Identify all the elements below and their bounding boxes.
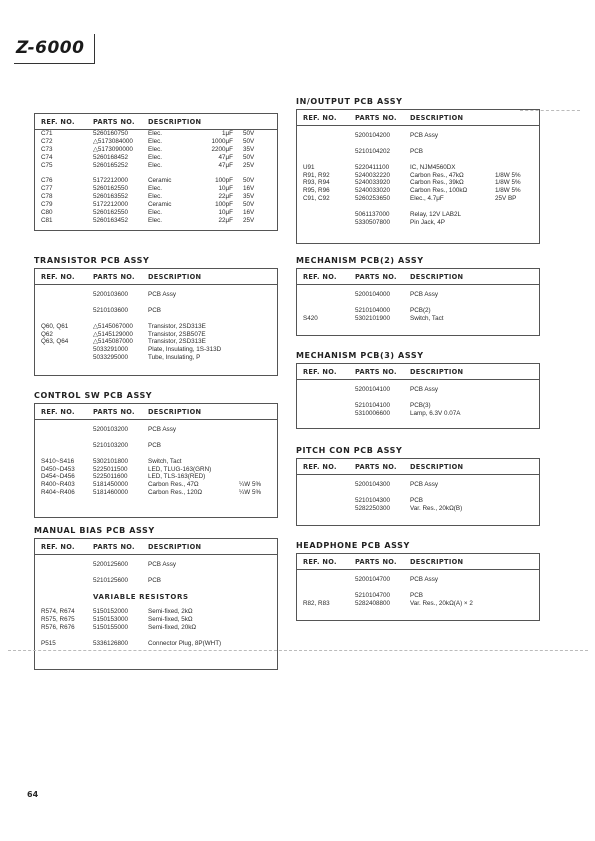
column-header-parts: PARTS NO. — [93, 118, 135, 126]
model-underline — [14, 63, 95, 64]
column-header-desc: DESCRIPTION — [410, 114, 464, 122]
cell-parts: 5172212000 — [93, 177, 129, 185]
table-row — [297, 402, 539, 410]
parts-table — [296, 109, 540, 244]
table-header — [297, 110, 539, 126]
cell-desc: Switch, Tact — [410, 314, 444, 322]
cell-parts: 5200104300 — [355, 481, 391, 488]
cell-type: Elec. — [148, 145, 162, 153]
cell-ref: R575, R675 — [41, 616, 75, 624]
cell-parts: 5225011600 — [93, 473, 128, 481]
table-row — [35, 426, 277, 434]
page-number: 64 — [27, 790, 39, 799]
column-header-ref: REF. NO. — [41, 118, 75, 126]
table-row — [297, 219, 539, 227]
table-row — [297, 148, 539, 156]
column-header-desc: DESCRIPTION — [148, 543, 202, 551]
section-title: HEADPHONE PCB ASSY — [296, 541, 410, 550]
cell-value: 10μF — [218, 209, 233, 216]
column-header-parts: PARTS NO. — [93, 543, 135, 551]
cell-parts: 5260253650 — [355, 195, 391, 203]
cell-parts: 5210104000 — [355, 306, 391, 314]
table-row — [297, 140, 539, 148]
cell-parts: 5033295000 — [93, 354, 129, 362]
table-row — [35, 473, 277, 481]
cell-parts: 5282250300 — [355, 504, 391, 512]
cell-parts: 5210125600 — [93, 576, 129, 584]
cell-type: Elec. — [148, 209, 162, 216]
cell-rating: 50V — [243, 201, 255, 209]
table-row — [297, 195, 539, 203]
cell-desc: PCB Assy — [148, 291, 176, 298]
table-row — [35, 640, 277, 648]
cell-parts: △5145067000 — [93, 322, 133, 330]
cell-type: Elec. — [148, 153, 162, 161]
cell-desc: PCB Assy — [148, 426, 176, 433]
cell-type: Elec. — [148, 161, 162, 169]
table-row — [297, 481, 539, 489]
cell-desc: Transistor, 2SD313E — [148, 322, 206, 330]
column-header-desc: DESCRIPTION — [410, 273, 464, 281]
cell-value: 1000μF — [211, 137, 233, 145]
cell-rating: 16V — [243, 185, 255, 193]
cell-ref: Q60, Q61 — [41, 322, 69, 330]
column-header-ref: REF. NO. — [303, 558, 337, 566]
cell-ref: C81 — [41, 216, 53, 224]
cell-type: Ceramic — [148, 177, 172, 185]
cell-rating: 50V — [243, 177, 255, 185]
parts-table — [296, 268, 540, 336]
model-name: Z-6000 — [16, 38, 85, 58]
column-header-desc: DESCRIPTION — [148, 273, 202, 281]
cell-desc: Transistor, 2SD313E — [148, 338, 206, 346]
cell-parts: 5210104100 — [355, 401, 391, 409]
cell-ref: C71 — [41, 130, 53, 137]
cell-rating: 35V — [243, 193, 255, 201]
cell-type: Elec. — [148, 185, 162, 193]
table-row — [35, 331, 277, 339]
table-row — [35, 561, 277, 569]
table-row — [35, 299, 277, 307]
cell-extra: 1/8W 5% — [495, 187, 521, 195]
cell-parts: 5150153000 — [93, 616, 129, 624]
cell-parts: 5260168452 — [93, 153, 129, 161]
table-row — [35, 138, 277, 146]
cell-desc: Carbon Res., 47Ω — [148, 481, 199, 489]
cell-parts: 5260162550 — [93, 185, 129, 193]
cell-parts: 5260160750 — [93, 130, 129, 137]
cell-desc: Lamp, 6.3V 0.07A — [410, 409, 461, 417]
table-row — [35, 569, 277, 577]
table-row — [297, 307, 539, 315]
table-row — [35, 209, 277, 217]
table-row — [297, 299, 539, 307]
cell-parts: 5210104202 — [355, 147, 391, 155]
table-row — [35, 170, 277, 178]
table-row — [35, 354, 277, 362]
cell-desc: Pin Jack, 4P — [410, 218, 445, 226]
cell-type: Elec. — [148, 130, 162, 137]
cell-parts: 5061137000 — [355, 211, 390, 218]
cell-ref: R91, R92 — [303, 171, 330, 179]
table-row — [35, 632, 277, 640]
table-row — [297, 211, 539, 219]
table-header — [297, 269, 539, 285]
cell-rating: 35V — [243, 145, 255, 153]
cell-ref: C79 — [41, 201, 53, 209]
cell-parts: 5310006600 — [355, 409, 391, 417]
cell-desc: Relay, 12V LAB2L — [410, 211, 461, 218]
cell-ref: C73 — [41, 145, 53, 153]
divider-line — [520, 110, 580, 111]
cell-parts: 5181450000 — [93, 481, 129, 489]
table-row — [35, 185, 277, 193]
section-title: MECHANISM PCB(2) ASSY — [296, 256, 424, 265]
table-row — [35, 458, 277, 466]
cell-desc: LED, TLS-163(RED) — [148, 473, 206, 481]
cell-parts: △5145129000 — [93, 330, 133, 338]
table-row — [297, 497, 539, 505]
table-row — [35, 146, 277, 154]
table-row — [297, 179, 539, 187]
column-header-parts: PARTS NO. — [355, 368, 397, 376]
table-row — [35, 130, 277, 138]
column-header-parts: PARTS NO. — [355, 558, 397, 566]
column-header-parts: PARTS NO. — [355, 273, 397, 281]
cell-desc: PCB Assy — [410, 386, 438, 393]
cell-parts: 5200103600 — [93, 291, 129, 298]
section-title: CONTROL SW PCB ASSY — [34, 391, 153, 400]
cell-ref: R404~R406 — [41, 489, 75, 497]
cell-parts: 5150152000 — [93, 608, 129, 616]
table-row — [35, 489, 277, 497]
table-row — [35, 193, 277, 201]
cell-desc: PCB(2) — [410, 306, 431, 314]
cell-rating: 50V — [243, 130, 255, 137]
cell-value: 2200μF — [211, 145, 233, 153]
cell-desc: PCB — [148, 441, 161, 449]
table-row — [297, 592, 539, 600]
table-row — [35, 338, 277, 346]
cell-ref: R93, R94 — [303, 179, 330, 187]
cell-parts: 5260163452 — [93, 216, 129, 224]
model-logo — [14, 34, 95, 64]
table-header — [35, 269, 277, 285]
table-row — [35, 315, 277, 323]
parts-table — [296, 458, 540, 526]
cell-desc: Plate, Insulating, 1S-313D — [148, 346, 222, 354]
cell-value: 22μF — [218, 216, 233, 224]
cell-type: Elec. — [148, 216, 162, 224]
table-row — [35, 608, 277, 616]
table-row — [297, 315, 539, 323]
cell-value: 100pF — [215, 201, 233, 209]
table-row — [35, 450, 277, 458]
table-row — [35, 291, 277, 299]
cell-parts: 5200104700 — [355, 576, 391, 583]
cell-rating: 50V — [243, 153, 255, 161]
cell-desc: Transistor, 2SB507E — [148, 330, 206, 338]
table-row — [297, 489, 539, 497]
cell-parts: 5336126800 — [93, 640, 129, 647]
cell-desc: Carbon Res., 100kΩ — [410, 187, 468, 195]
cell-desc: Semi-fixed, 2kΩ — [148, 608, 193, 616]
cell-desc: PCB — [410, 591, 423, 599]
cell-ref: D454~D456 — [41, 473, 75, 481]
cell-desc: PCB Assy — [410, 481, 438, 488]
table-row — [35, 201, 277, 209]
cell-extra: 1/8W 5% — [495, 179, 521, 187]
table-row — [297, 156, 539, 164]
cell-parts: 5200104100 — [355, 386, 391, 393]
cell-ref: R95, R96 — [303, 187, 330, 195]
column-header-parts: PARTS NO. — [355, 463, 397, 471]
cell-ref: C76 — [41, 177, 53, 185]
table-header — [297, 459, 539, 475]
table-row — [35, 601, 277, 609]
cell-desc: Semi-fixed, 20kΩ — [148, 624, 197, 632]
table-row — [297, 132, 539, 140]
table-row — [35, 307, 277, 315]
cell-parts: 5240033020 — [355, 187, 391, 195]
table-row — [35, 434, 277, 442]
cell-desc: Tube, Insulating, P — [148, 354, 201, 362]
cell-parts: △5145087000 — [93, 338, 133, 346]
cell-parts: 5282408800 — [355, 599, 391, 607]
column-header-ref: REF. NO. — [303, 368, 337, 376]
cell-type: Ceramic — [148, 201, 172, 209]
cell-desc: PCB Assy — [410, 576, 438, 583]
cell-ref: R576, R676 — [41, 624, 75, 632]
column-header-ref: REF. NO. — [41, 408, 75, 416]
cell-extra: 1/8W 5% — [495, 171, 521, 179]
cell-desc: Var. Res., 20kΩ(A) × 2 — [410, 599, 473, 607]
column-header-desc: DESCRIPTION — [148, 408, 202, 416]
table-row — [35, 616, 277, 624]
cell-parts: 5210104700 — [355, 591, 391, 599]
cell-parts: 5220411100 — [355, 163, 390, 171]
cell-ref: U91 — [303, 163, 315, 171]
cell-parts: 5200103200 — [93, 426, 129, 433]
cell-ref: Q62 — [41, 330, 53, 338]
column-header-desc: DESCRIPTION — [410, 558, 464, 566]
cell-parts: 5200104200 — [355, 132, 391, 139]
cell-desc: PCB Assy — [410, 132, 438, 139]
cell-value: 47μF — [218, 153, 233, 161]
cell-rating: 25V — [243, 216, 255, 224]
column-header-ref: REF. NO. — [303, 463, 337, 471]
cell-parts: △5173084000 — [93, 137, 133, 145]
cell-value: 47μF — [218, 161, 233, 169]
cell-ref: C74 — [41, 153, 53, 161]
cell-parts: 5260165252 — [93, 161, 129, 169]
parts-table — [34, 403, 278, 518]
cell-desc: Elec., 4.7μF — [410, 195, 444, 203]
cell-parts: 5210104300 — [355, 496, 391, 504]
cell-value: 1μF — [222, 130, 233, 137]
table-row — [35, 577, 277, 585]
cell-parts: 5150155000 — [93, 624, 129, 632]
section-title: MECHANISM PCB(3) ASSY — [296, 351, 424, 360]
table-header — [35, 539, 277, 555]
cell-parts: 5240033920 — [355, 179, 391, 187]
cell-parts: 5260162550 — [93, 209, 129, 216]
parts-table — [296, 553, 540, 621]
table-row — [297, 410, 539, 418]
cell-parts: 5200104000 — [355, 291, 391, 298]
table-header — [297, 554, 539, 570]
table-row — [35, 217, 277, 225]
table-row — [297, 600, 539, 608]
cell-parts: 5200125600 — [93, 561, 129, 568]
cell-parts: 5240032220 — [355, 171, 391, 179]
cell-rating: 16V — [243, 209, 255, 216]
divider-line — [8, 650, 588, 651]
cell-value: 100pF — [215, 177, 233, 185]
cell-desc: PCB Assy — [410, 291, 438, 298]
cell-ref: P515 — [41, 640, 56, 647]
column-header-parts: PARTS NO. — [93, 273, 135, 281]
cell-desc: Connector Plug, 8P(WHT) — [148, 640, 222, 647]
table-row — [297, 394, 539, 402]
table-row — [297, 172, 539, 180]
cell-parts: 5225011500 — [93, 465, 128, 473]
cell-value: 22μF — [218, 193, 233, 201]
table-row — [35, 323, 277, 331]
cell-extra: 25V BP — [495, 195, 517, 203]
cell-parts: 5033291000 — [93, 346, 129, 354]
table-row — [297, 203, 539, 211]
cell-desc: IC, NJM4560DX — [410, 163, 456, 171]
column-header-parts: PARTS NO. — [93, 408, 135, 416]
column-header-desc: DESCRIPTION — [410, 463, 464, 471]
cell-desc: Semi-fixed, 5kΩ — [148, 616, 193, 624]
table-row — [35, 481, 277, 489]
cell-ref: C78 — [41, 193, 53, 201]
cell-ref: C91, C92 — [303, 195, 330, 203]
table-row — [35, 585, 277, 593]
cell-extra: ¼W 5% — [239, 489, 262, 497]
column-header-ref: REF. NO. — [303, 273, 337, 281]
cell-desc: PCB — [410, 147, 423, 155]
section-title: TRANSISTOR PCB ASSY — [34, 256, 150, 265]
cell-desc: Carbon Res., 120Ω — [148, 489, 203, 497]
cell-ref: D450~D453 — [41, 465, 75, 473]
cell-rating: 50V — [243, 137, 255, 145]
table-row — [35, 346, 277, 354]
cell-desc: Switch, Tact — [148, 457, 182, 465]
column-header-desc: DESCRIPTION — [410, 368, 464, 376]
table-row — [297, 386, 539, 394]
table-header — [297, 364, 539, 380]
cell-ref: C72 — [41, 137, 53, 145]
cell-parts: 5181460000 — [93, 489, 129, 497]
table-row — [35, 624, 277, 632]
cell-type: Elec. — [148, 137, 162, 145]
parts-table — [34, 113, 278, 231]
cell-desc: PCB — [148, 576, 161, 584]
cell-ref: Q63, Q64 — [41, 338, 69, 346]
cell-parts: 5210103200 — [93, 441, 129, 449]
section-title: PITCH CON PCB ASSY — [296, 446, 403, 455]
cell-parts: 5330507800 — [355, 218, 391, 226]
cell-desc: Var. Res., 20kΩ(B) — [410, 504, 463, 512]
table-row — [297, 164, 539, 172]
table-row — [35, 466, 277, 474]
table-row — [297, 576, 539, 584]
cell-ref: R574, R674 — [41, 608, 75, 616]
cell-ref: R400~R403 — [41, 481, 75, 489]
column-header-ref: REF. NO. — [41, 273, 75, 281]
column-header-ref: REF. NO. — [303, 114, 337, 122]
table-row — [297, 584, 539, 592]
table-header — [35, 114, 277, 130]
column-header-desc: DESCRIPTION — [148, 118, 202, 126]
cell-ref: C75 — [41, 161, 53, 169]
parts-table — [296, 363, 540, 429]
cell-ref: C77 — [41, 185, 53, 193]
cell-parts: △5173090000 — [93, 145, 133, 153]
cell-parts: 5172212000 — [93, 201, 129, 209]
cell-ref: R82, R83 — [303, 599, 330, 607]
cell-ref: S410~S416 — [41, 457, 75, 465]
variable-resistors-heading: VARIABLE RESISTORS — [93, 593, 189, 602]
table-row — [35, 154, 277, 162]
table-row — [297, 291, 539, 299]
cell-desc: PCB — [410, 496, 423, 504]
column-header-parts: PARTS NO. — [355, 114, 397, 122]
section-title: IN/OUTPUT PCB ASSY — [296, 97, 403, 106]
cell-type: Elec. — [148, 193, 162, 201]
parts-table — [34, 268, 278, 376]
cell-value: 10μF — [218, 185, 233, 193]
cell-parts: 5260163552 — [93, 193, 129, 201]
cell-desc: LED, TLUG-163(GRN) — [148, 465, 212, 473]
cell-rating: 25V — [243, 161, 255, 169]
cell-parts: 5302101900 — [355, 314, 391, 322]
table-row — [297, 187, 539, 195]
cell-ref: S420 — [303, 314, 318, 322]
cell-parts: 5302101800 — [93, 457, 129, 465]
table-row — [35, 162, 277, 170]
table-row — [297, 505, 539, 513]
column-header-ref: REF. NO. — [41, 543, 75, 551]
section-title: MANUAL BIAS PCB ASSY — [34, 526, 155, 535]
table-row — [35, 177, 277, 185]
cell-ref: C80 — [41, 209, 53, 216]
cell-desc: PCB — [148, 306, 161, 314]
table-row — [35, 442, 277, 450]
cell-desc: PCB Assy — [148, 561, 176, 568]
cell-parts: 5210103600 — [93, 306, 129, 314]
cell-desc: Carbon Res., 47kΩ — [410, 171, 464, 179]
table-header — [35, 404, 277, 420]
cell-extra: ¼W 5% — [239, 481, 262, 489]
cell-desc: PCB(3) — [410, 401, 431, 409]
cell-desc: Carbon Res., 39kΩ — [410, 179, 464, 187]
